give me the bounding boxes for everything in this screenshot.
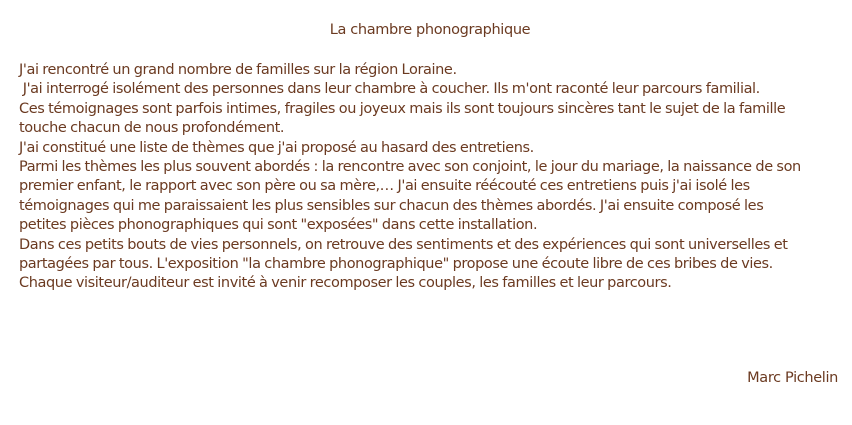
document-body (19, 61, 849, 294)
body-line: témoignages qui me paraissaient les plus sensibles sur chacun des thèmes abordés. J'ai ensuite composé les (19, 197, 764, 214)
body-line: premier enfant, le rapport avec son père ou sa mère,… J'ai ensuite réécouté ces entretiens puis j'ai isolé les (19, 178, 750, 195)
body-line: J'ai rencontré un grand nombre de familles sur la région Loraine. (19, 62, 457, 78)
document-title: La chambre phonographique (329, 22, 531, 38)
body-line: J'ai constitué une liste de thèmes que j'ai proposé au hasard des entretiens. (19, 139, 534, 156)
body-line: Parmi les thèmes les plus souvent abordés : la rencontre avec son conjoint, le jour du mariage, la naissance de son (19, 159, 801, 176)
body-line: Chaque visiteur/auditeur est invité à venir recomposer les couples, les familles et leur parcours. (19, 275, 672, 292)
body-line: touche chacun de nous profondément. (19, 120, 285, 137)
body-line: Dans ces petits bouts de vies personnels, on retrouve des sentiments et des expériences qui sont universelles et (19, 236, 788, 253)
author-signature: Marc Pichelin (747, 370, 838, 386)
body-line: J'ai interrogé isolément des personnes dans leur chambre à coucher. Ils m'ont raconté leur parcours familial. (19, 81, 760, 98)
body-line: petites pièces phonographiques qui sont "exposées" dans cette installation. (19, 217, 538, 234)
body-line: partagées par tous. L'exposition "la chambre phonographique" propose une écoute libre de ces bribes de vies. (19, 256, 773, 273)
body-line: Ces témoignages sont parfois intimes, fragiles ou joyeux mais ils sont toujours sincères tant le sujet de la famille (19, 100, 786, 117)
